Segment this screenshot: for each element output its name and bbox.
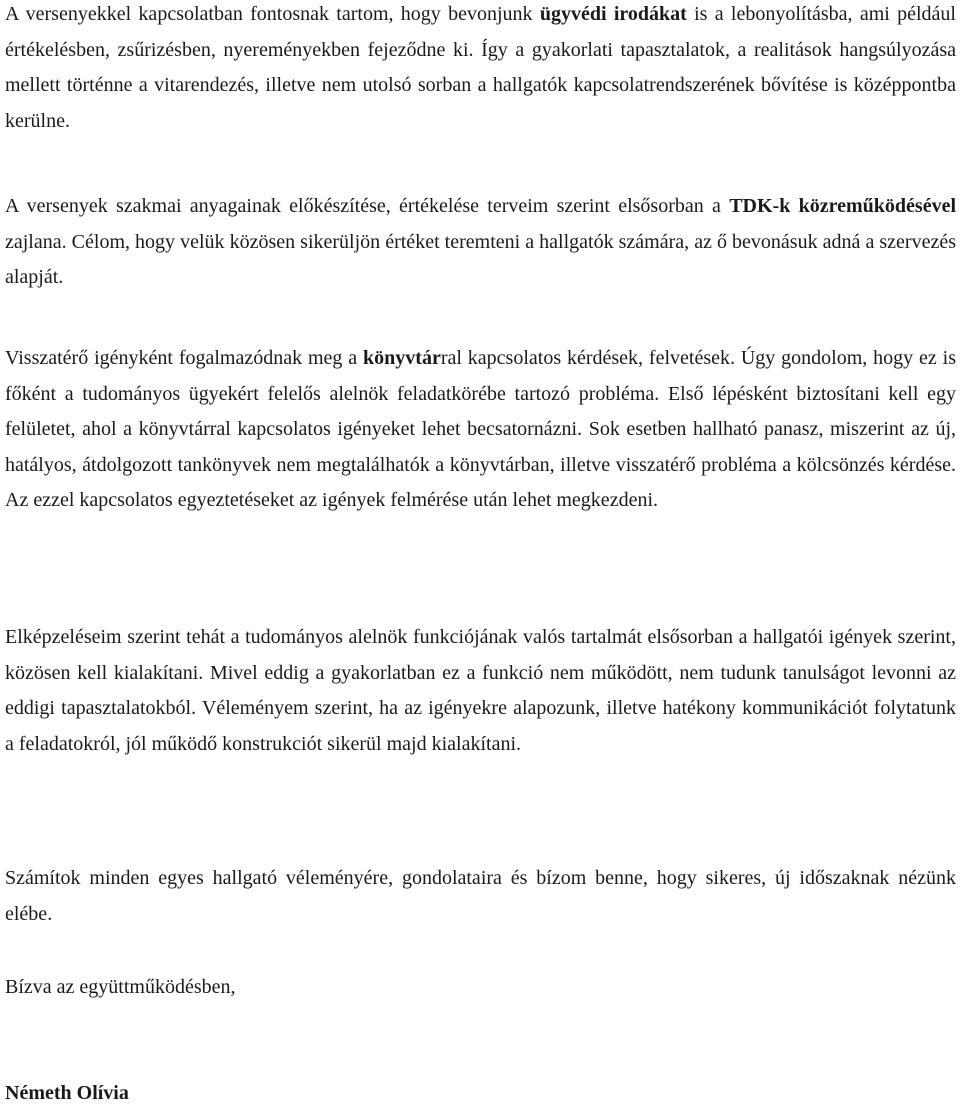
paragraph-tdk-cooperation [5,189,956,296]
paragraph-text: zajlana. Célom, hogy velük közösen sikerüljön értéket teremteni a hallgatók számára, az ő bevonásuk adná a szervezés alapját. [5,230,956,288]
signature-name: Németh Olívia [5,1082,129,1104]
closing-line: Bízva az együttműködésben, [5,976,236,998]
paragraph-text: A versenyek szakmai anyagainak előkészítése, értékelése terveim szerint elsősorban a [5,195,730,217]
paragraph-competitions-law-firms [5,0,956,139]
paragraph-text: A versenyekkel kapcsolatban fontosnak tartom, hogy bevonjunk [5,3,540,25]
paragraph-text: is a lebonyolításba, ami például értékelésben, zsűrizésben, nyereményekben fejeződne ki. Így a gyakorlati tapasztalatok, a realitások hangsúlyozása mellett történne a vitarendezés, illetve nem utolsó sorban a hallgatók kapcsolatrendszerének bővítése is középpontba kerülne. [5,3,956,132]
emphasis-law-firms: ügyvédi irodákat [539,3,687,25]
paragraph-library-issues [5,341,956,519]
paragraph-text: ral kapcsolatos kérdések, felvetések. Úgy gondolom, hogy ez is főként a tudományos ügyekért felelős alelnök feladatkörébe tartozó probléma. Első lépésként biztosítani kell egy felületet, ahol a könyvtárral kapcsolatos igényeket lehet becsatornázni. Sok esetben hallható panasz, miszerint az új, hatályos, átdolgozott tankönyvek nem megtalálhatók a könyvtárban, illetve visszatérő probléma a kölcsönzés kérdése. Az ezzel kapcsolatos egyeztetéseket az igények felmérése után lehet megkezdeni. [5,347,956,511]
paragraph-student-opinions: Számítok minden egyes hallgató véleményére, gondolataira és bízom benne, hogy sikeres, új időszaknak nézünk elébe. [5,867,956,925]
emphasis-tdk: TDK-k közreműködésével [729,195,956,217]
paragraph-vice-president-role: Elképzeléseim szerint tehát a tudományos alelnök funkciójának valós tartalmát elsősorban a hallgatói igények szerint, közösen kell kialakítani. Mivel eddig a gyakorlatban ez a funkció nem működött, nem tudunk tanulságot levonni az eddigi tapasztalatokból. Véleményem szerint, ha az igényekre alapozunk, illetve hatékony kommunikációt folytatunk a feladatokról, jól működő konstrukciót sikerül majd kialakítani. [5,626,956,755]
emphasis-library: könyvtár [363,347,441,369]
paragraph-text: Visszatérő igényként fogalmazódnak meg a [5,347,364,369]
